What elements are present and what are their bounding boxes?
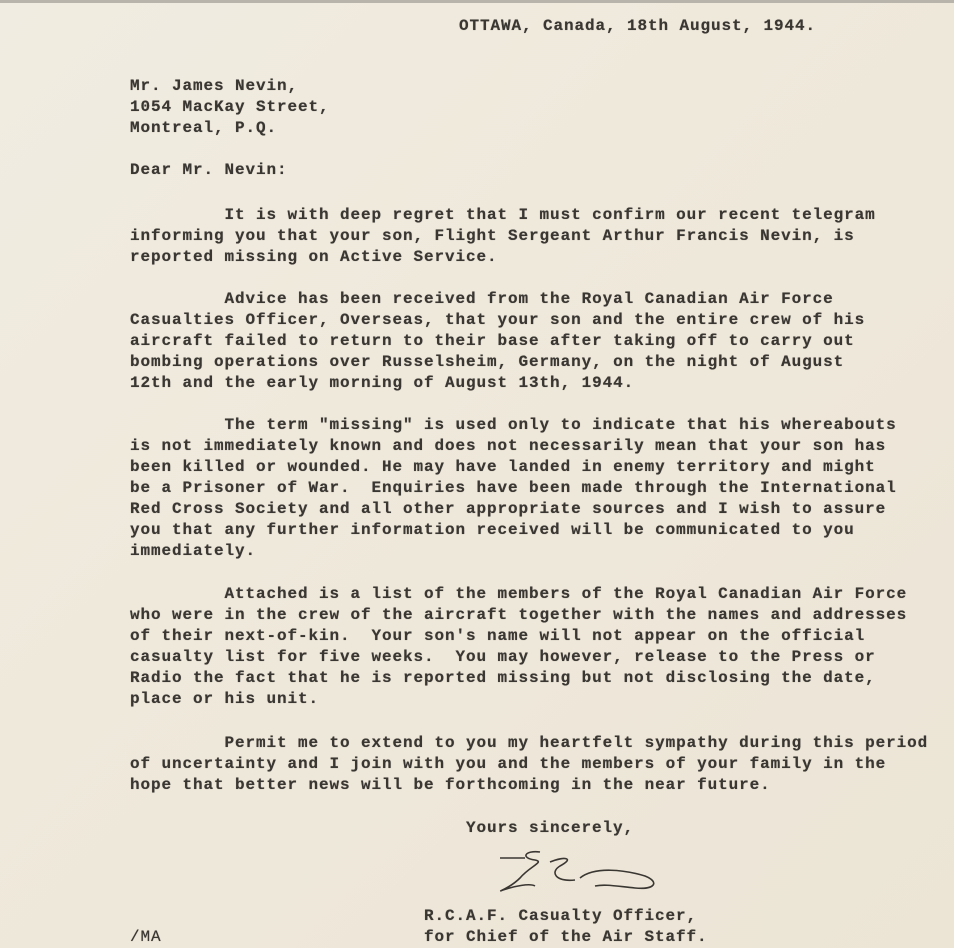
text-line: casualty list for five weeks. You may however, release to the Press or bbox=[130, 648, 876, 666]
signature-block bbox=[424, 906, 708, 948]
paragraph-5 bbox=[130, 733, 928, 796]
handwritten-signature bbox=[495, 848, 695, 898]
text-line: be a Prisoner of War. Enquiries have been made through the International bbox=[130, 479, 897, 497]
text-line: of uncertainty and I join with you and the members of your family in the bbox=[130, 755, 887, 773]
paragraph-1 bbox=[130, 205, 876, 268]
text-line: aircraft failed to return to their base after taking off to carry out bbox=[130, 332, 855, 350]
recipient-address bbox=[130, 76, 330, 139]
text-line: It is with deep regret that I must confirm our recent telegram bbox=[130, 206, 876, 224]
text-line: of their next-of-kin. Your son's name will not appear on the official bbox=[130, 627, 866, 645]
text-line: Attached is a list of the members of the Royal Canadian Air Force bbox=[130, 585, 908, 603]
address-line: Montreal, P.Q. bbox=[130, 119, 278, 137]
text-line: Red Cross Society and all other appropriate sources and I wish to assure bbox=[130, 500, 887, 518]
text-line: been killed or wounded. He may have landed in enemy territory and might bbox=[130, 458, 876, 476]
signatory-title: R.C.A.F. Casualty Officer, bbox=[424, 907, 698, 925]
paragraph-3 bbox=[130, 415, 897, 562]
text-line: informing you that your son, Flight Sergeant Arthur Francis Nevin, is bbox=[130, 227, 855, 245]
text-line: The term "missing" is used only to indicate that his whereabouts bbox=[130, 416, 897, 434]
salutation: Dear Mr. Nevin: bbox=[130, 161, 288, 179]
text-line: bombing operations over Russelsheim, Germany, on the night of August bbox=[130, 353, 845, 371]
page-top-edge bbox=[0, 0, 954, 3]
closing: Yours sincerely, bbox=[466, 819, 635, 837]
signatory-title: for Chief of the Air Staff. bbox=[424, 928, 708, 946]
text-line: Radio the fact that he is reported missing but not disclosing the date, bbox=[130, 669, 876, 687]
address-line: Mr. James Nevin, bbox=[130, 77, 299, 95]
dateline: OTTAWA, Canada, 18th August, 1944. bbox=[459, 17, 817, 35]
paragraph-4 bbox=[130, 584, 907, 710]
text-line: reported missing on Active Service. bbox=[130, 248, 498, 266]
text-line: Advice has been received from the Royal Canadian Air Force bbox=[130, 290, 834, 308]
text-line: you that any further information received will be communicated to you bbox=[130, 521, 855, 539]
text-line: place or his unit. bbox=[130, 690, 320, 708]
text-line: who were in the crew of the aircraft together with the names and addresses bbox=[130, 606, 908, 624]
text-line: is not immediately known and does not necessarily mean that your son has bbox=[130, 437, 887, 455]
text-line: immediately. bbox=[130, 542, 257, 560]
text-line: Casualties Officer, Overseas, that your son and the entire crew of his bbox=[130, 311, 866, 329]
paragraph-2 bbox=[130, 289, 865, 394]
address-line: 1054 MacKay Street, bbox=[130, 98, 330, 116]
typist-initials: /MA bbox=[130, 928, 162, 946]
text-line: hope that better news will be forthcoming in the near future. bbox=[130, 776, 771, 794]
text-line: Permit me to extend to you my heartfelt sympathy during this period bbox=[130, 734, 929, 752]
text-line: 12th and the early morning of August 13th, 1944. bbox=[130, 374, 635, 392]
